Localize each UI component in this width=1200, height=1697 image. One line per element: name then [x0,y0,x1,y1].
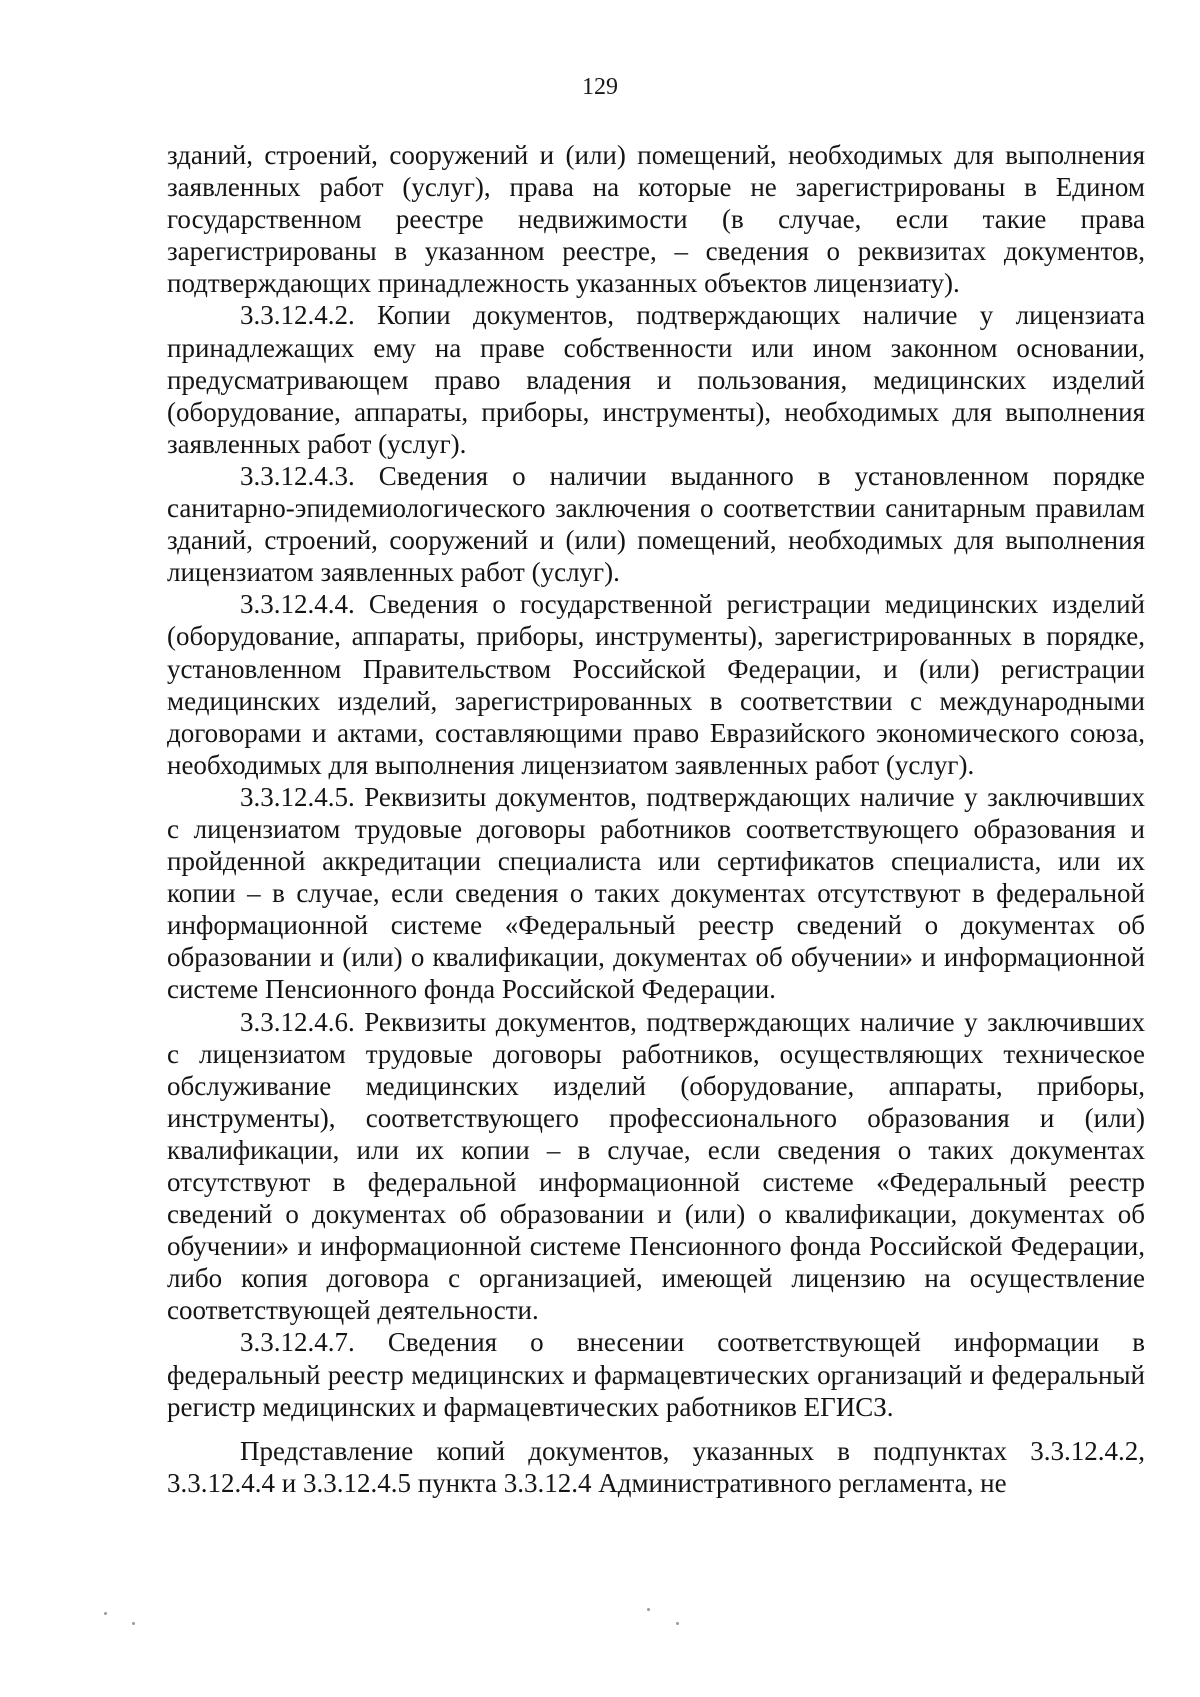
paragraph-3-3-12-4-3: 3.3.12.4.3. Сведения о наличии выданного в установленном порядке санитарно-эпидемиологического заключения о соответствии санитарным правилам зданий, строений, сооружений и (или) помещений, необходимых для выполнения лицензиатом заявленных работ (услуг). [167,460,1145,588]
document-body [167,139,1145,1499]
paragraph-continuation: зданий, строений, сооружений и (или) помещений, необходимых для выполнения заявленных работ (услуг), права на которые не зарегистрированы в Едином государственном реестре недвижимости (в случае, если такие права зарегистрированы в указанном реестре, – сведения о реквизитах документов, подтверждающих принадлежность указанных объектов лицензиату). [167,140,1145,299]
paragraph-3-3-12-4-6: 3.3.12.4.6. Реквизиты документов, подтверждающих наличие у заключивших с лицензиатом трудовые договоры работников, осуществляющих техническое обслуживание медицинских изделий (оборудование, аппараты, приборы, инструменты), соответствующего профессионального образования и (или) квалификации, или их копии – в случае, если сведения о таких документах отсутствуют в федеральной информационной системе «Федеральный реестр сведений о документах об образовании и (или) о квалификации, документах об обучении» и информационной системе Пенсионного фонда Российской Федерации, либо копия договора с организацией, имеющей лицензию на осуществление соответствующей деятельности. [167,1006,1145,1326]
scan-speck [132,1622,135,1625]
scan-speck [676,1622,679,1625]
paragraph-copies-submission: Представление копий документов, указанных в подпунктах 3.3.12.4.2, 3.3.12.4.4 и 3.3.12.4.5 пункта 3.3.12.4 Административного регламента, не [167,1435,1145,1498]
paragraph-3-3-12-4-7: 3.3.12.4.7. Сведения о внесении соответствующей информации в федеральный реестр медицинских и фармацевтических организаций и федеральный регистр медицинских и фармацевтических работников ЕГИСЗ. [167,1327,1145,1422]
page-number: 129 [582,74,618,100]
paragraph-3-3-12-4-5: 3.3.12.4.5. Реквизиты документов, подтверждающих наличие у заключивших с лицензиатом трудовые договоры работников соответствующего образования и пройденной аккредитации специалиста или сертификатов специалиста, или их копии – в случае, если сведения о таких документах отсутствуют в федеральной информационной системе «Федеральный реестр сведений о документах об образовании и (или) о квалификации, документах об обучении» и информационной системе Пенсионного фонда Российской Федерации. [167,781,1145,1005]
paragraph-3-3-12-4-4: 3.3.12.4.4. Сведения о государственной регистрации медицинских изделий (оборудование, аппараты, приборы, инструменты), зарегистрированных в порядке, установленном Правительством Российской Федерации, и (или) регистрации медицинских изделий, зарегистрированных в соответствии с международными договорами и актами, составляющими право Евразийского экономического союза, необходимых для выполнения лицензиатом заявленных работ (услуг). [167,589,1145,780]
scan-speck [104,1612,107,1615]
scan-speck [647,1608,650,1611]
paragraph-3-3-12-4-2: 3.3.12.4.2. Копии документов, подтверждающих наличие у лицензиата принадлежащих ему на праве собственности или ином законном основании, предусматривающем право владения и пользования, медицинских изделий (оборудование, аппараты, приборы, инструменты), необходимых для выполнения заявленных работ (услуг). [167,300,1145,459]
